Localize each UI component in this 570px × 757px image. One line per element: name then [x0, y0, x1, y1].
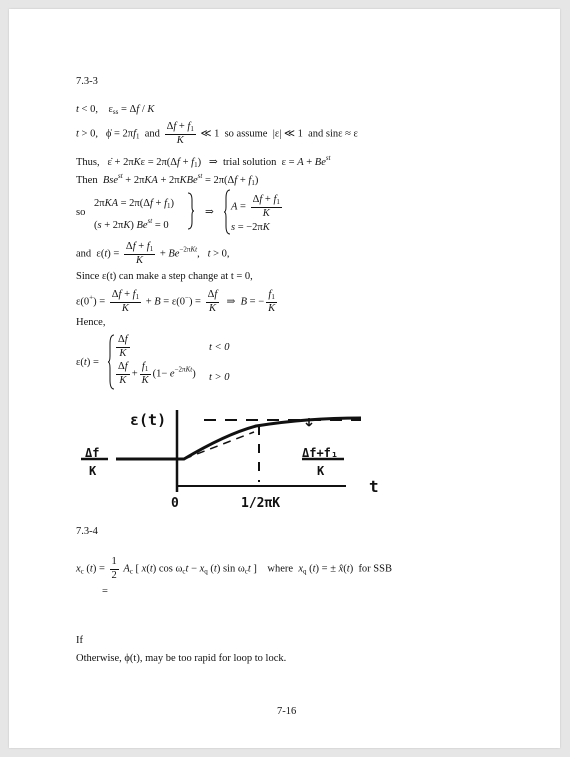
sketch-tick-1: 1/2πK — [241, 496, 281, 511]
right-brace-icon — [187, 192, 195, 230]
eq-continued: = — [102, 586, 108, 597]
eq-eps-solution: and ε(t) = $\frac{\Delta f + f_1}{K}$ + $Be^{-2\pi Kt}$, t > 0, — [76, 241, 230, 266]
sketch-left-num: Δf — [85, 446, 100, 460]
sketch-ylabel: ε(t) — [130, 411, 167, 429]
eq-then: Then $Bse^{st} + 2\pi KA + 2\pi KBe^{st} = 2\pi(\Delta f + f_1)$ — [76, 172, 259, 187]
left-brace-icon — [223, 189, 231, 235]
eq-t-lt-0: t < 0, $\varepsilon_{ss} = \Delta f / K$ — [76, 104, 155, 116]
eq-eps-0plus: ε(0+) = $\frac{\Delta f + f_1}{K}$ + B = ε(0−) = $\frac{\Delta f}{K}$ ⇒ B = − $\frac{f_1}{K}$ — [76, 289, 276, 314]
sketch-x-label: t — [369, 477, 379, 496]
piecewise-cond-1: t < 0 — [209, 342, 230, 353]
sketch-left-den: K — [89, 464, 97, 478]
eq-A: A = $\frac{\Delta f + f_1}{K}$ — [231, 194, 280, 219]
document-page — [9, 9, 560, 748]
text-hence: Hence, — [76, 317, 106, 328]
text-if: If — [76, 635, 83, 646]
piecewise-case-1: $\frac{\Delta f}{K}$ — [118, 334, 128, 359]
eq-system-2: (s + 2πK) $Be^{st} = 0$ — [94, 217, 169, 231]
piecewise-cond-2: t > 0 — [209, 372, 230, 383]
text-otherwise: Otherwise, ϕ(t), may be too rapid for loop to lock. — [76, 653, 287, 664]
sketch-tick-0: 0 — [171, 496, 179, 511]
eq-piecewise-lhs: ε(t) = — [76, 357, 99, 368]
section-heading-7-3-4: 7.3-4 — [76, 526, 98, 537]
implies-arrow: ⇒ — [205, 207, 214, 218]
label-so: so — [76, 207, 86, 218]
piecewise-case-2: $\frac{\Delta f}{K}$ + $\frac{f_1}{K}$ $(1- e^{-2\pi Kt})$ — [118, 361, 196, 386]
page-number: 7-16 — [277, 706, 297, 717]
sketch-right-den: K — [317, 464, 325, 478]
sketch-right-num: Δf+f₁ — [302, 446, 339, 460]
text-since: Since ε(t) can make a step change at t = 0, — [76, 271, 253, 282]
eq-s: s = −2πK — [231, 222, 270, 233]
eq-xc: $x_c$ (t) = $\frac{1}{2}$ $A_c$ [ x(t) $\cos \omega_ct - x_q$ (t) $\sin \omega_ct$ ] where $x_q$ (t) = ± x̂(t) for SSB — [76, 556, 392, 581]
eq-system-1: $2\pi KA = 2\pi(\Delta f + f_1)$ — [94, 198, 174, 210]
eq-thus: Thus, ε̇ + $2\pi K\varepsilon = 2\pi(\Delta f + f_1)$ ⇒ trial solution $\varepsilon = A + Be^{st}$ — [76, 154, 331, 169]
sketch-figure — [76, 404, 383, 519]
eq-t-gt-0: t > 0, ϕ̇ = $2\pi f_1$ and $\frac{\Delta f + f_1}{K}$ ≪ 1 so assume |ε| ≪ 1 and sinε ≈ ε — [76, 121, 358, 146]
section-heading-7-3-3: 7.3-3 — [76, 76, 98, 87]
